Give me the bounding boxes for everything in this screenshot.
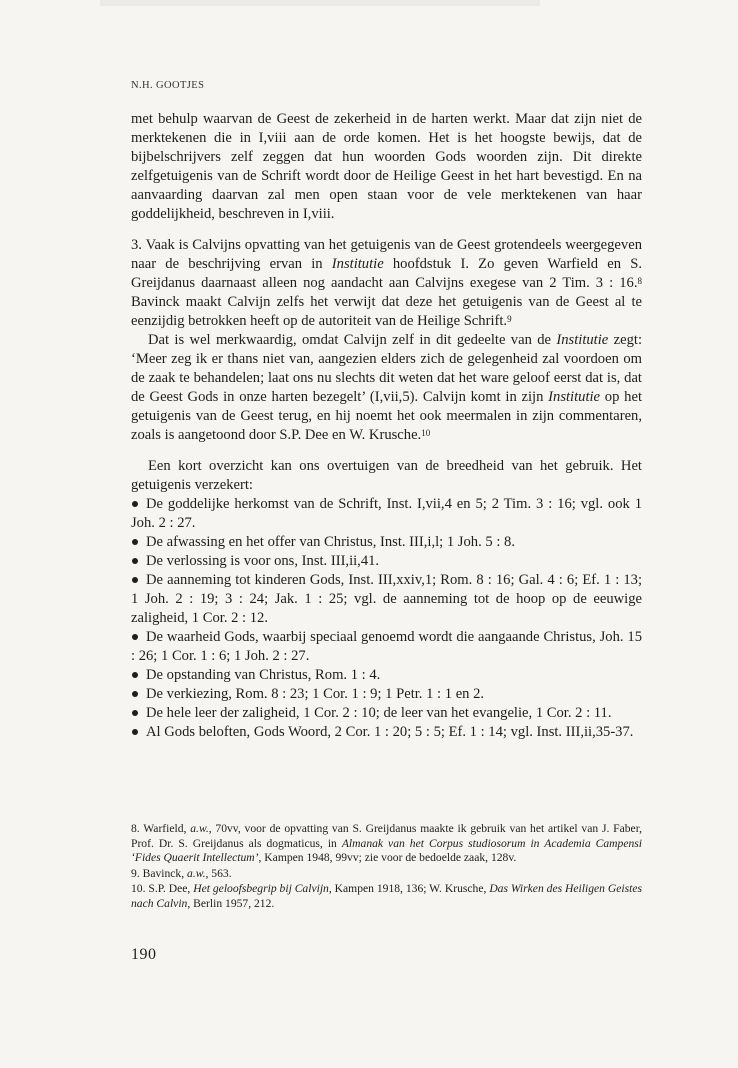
list-item-text: De aanneming tot kinderen Gods, Inst. III,xxiv,1; Rom. 8 : 16; Gal. 4 : 6; Ef. 1 : 13; 1 Joh. 2 : 19; 3 : 24; Jak. 1 : 25; vgl. de aanneming tot de hoop op de eeuwige zaligheid, 1 Cor. 2 : 12. xyxy=(131,572,642,626)
italic-title: Institutie xyxy=(331,256,384,272)
bullet-icon xyxy=(132,634,138,640)
bullet-icon xyxy=(132,501,138,507)
bullet-icon xyxy=(132,729,138,735)
bullet-icon xyxy=(132,691,138,697)
italic-title: Institutie xyxy=(556,332,609,348)
list-item-text: De waarheid Gods, waarbij speciaal genoemd wordt die aangaande Christus, Joh. 15 : 26; 1 Cor. 1 : 6; 1 Joh. 2 : 27. xyxy=(131,629,642,664)
footnote-9 xyxy=(131,867,642,882)
text-span: zegt: ‘Meer zeg ik er thans niet van, aangezien elders zich de gelegenheid zal voordoen om de zaak te behandelen; laat ons nu slechts dit weten dat het ware geloof eerst dat is, dat de Geest Gods in onze harten bezegelt’ (I,vii,5). Calvijn komt in zijn xyxy=(131,332,643,405)
italic-title: Das Wirken des Heiligen Geistes nach Calvin, xyxy=(131,882,642,910)
text-span: , Kampen 1948, 99vv; zie voor de bedoelde zaak, 128v. xyxy=(258,851,517,865)
text-span: 8. Warfield, xyxy=(131,822,191,835)
footnote-ref: 8 xyxy=(637,276,642,286)
list-item-text: De opstanding van Christus, Rom. 1 : 4. xyxy=(146,667,381,683)
list-item xyxy=(131,533,642,552)
text-span: Kampen 1918, 136; W. Krusche, xyxy=(331,882,490,896)
bullet-icon xyxy=(132,577,138,583)
page-number: 190 xyxy=(131,946,157,963)
footnote-10 xyxy=(131,882,642,911)
text-span: op het getuigenis van de Geest terug, en hij noemt het ook meermalen in zijn commentaren, zoals is aangetoond door S.P. Dee en W. Krusche. xyxy=(131,389,642,443)
list-item-text: De verlossing is voor ons, Inst. III,ii,41. xyxy=(146,553,380,569)
list-item xyxy=(131,685,642,704)
text-span: Berlin 1957, 212. xyxy=(190,896,275,910)
text-span: hoofdstuk I. Zo geven Warfield en S. Greijdanus daarnaast alleen nog aandacht aan Calvijns exegese van 2 Tim. 3 : 16. xyxy=(131,256,642,291)
list-item-text: De verkiezing, Rom. 8 : 23; 1 Cor. 1 : 9; 1 Petr. 1 : 1 en 2. xyxy=(146,686,485,702)
paragraph-3 xyxy=(131,331,642,445)
text-span: 10. S.P. Dee, xyxy=(131,882,194,896)
list-item xyxy=(131,723,642,742)
list-item xyxy=(131,628,642,666)
main-text xyxy=(131,110,642,742)
bullet-icon xyxy=(132,539,138,545)
italic-title: Institutie xyxy=(548,389,601,405)
italic-title: Het geloofsbegrip bij Calvijn, xyxy=(193,882,332,896)
bullet-icon xyxy=(132,710,138,716)
bullet-list xyxy=(131,495,642,742)
text-span: Dat is wel merkwaardig, omdat Calvijn zelf in dit gedeelte van de xyxy=(148,332,557,348)
bullet-icon xyxy=(132,558,138,564)
footnote-8 xyxy=(131,822,642,866)
list-item xyxy=(131,571,642,628)
italic-title: a.w. xyxy=(190,822,209,835)
text-span: 563. xyxy=(208,866,232,880)
paragraph-2 xyxy=(131,236,642,331)
text-span: 3. Vaak is Calvijns opvatting van het getuigenis van de Geest grotendeels weergegeven naar de beschrijving ervan in xyxy=(131,237,642,272)
list-item xyxy=(131,666,642,685)
italic-title: Almanak van het Corpus studiosorum in Academia Campensi ‘Fides Quaerit Intellectum’ xyxy=(131,836,642,865)
italic-title: a.w., xyxy=(187,866,209,880)
text-span: 9. Bavinck, xyxy=(131,866,188,880)
list-item-text: Al Gods beloften, Gods Woord, 2 Cor. 1 : 20; 5 : 5; Ef. 1 : 14; vgl. Inst. III,ii,35-37. xyxy=(146,724,634,740)
list-item xyxy=(131,495,642,533)
text-span: , 70vv, voor de opvatting van S. Greijdanus maakte ik gebruik van het artikel van J. Faber, Prof. Dr. S. Greijdanus als dogmaticus, in xyxy=(131,822,642,850)
list-item xyxy=(131,704,642,723)
paragraph-1: met behulp waarvan de Geest de zekerheid in de harten werkt. Maar dat zijn niet de merktekenen die in I,viii aan de orde komen. Het is het hoogste bewijs, dat de bijbelschrijvers zelf zeggen dat hun woorden Gods woorden zijn. Dit direkte zelfgetuigenis van de Schrift wordt door de Heilige Geest in het hart bevestigd. En na aanvaarding daarvan zal men open staan voor de vele merktekenen van haar goddelijkheid, beschreven in I,viii. xyxy=(131,111,642,222)
running-head: N.H. GOOTJES xyxy=(131,80,205,91)
bullet-icon xyxy=(132,672,138,678)
text-span: Bavinck maakt Calvijn zelfs het verwijt dat deze het getuigenis van de Geest al te eenzijdig betrokken heeft op de autoriteit van de Heilige Schrift. xyxy=(131,294,642,329)
list-item xyxy=(131,552,642,571)
scan-edge-shade xyxy=(100,0,540,6)
footnote-ref: 9 xyxy=(507,314,512,324)
list-item-text: De goddelijke herkomst van de Schrift, Inst. I,vii,4 en 5; 2 Tim. 3 : 16; vgl. ook 1 Joh. 2 : 27. xyxy=(131,496,642,531)
paragraph-4: Een kort overzicht kan ons overtuigen van de breedheid van het gebruik. Het getuigenis verzekert: xyxy=(131,458,642,493)
footnote-ref: 10 xyxy=(421,428,431,438)
list-item-text: De hele leer der zaligheid, 1 Cor. 2 : 10; de leer van het evangelie, 1 Cor. 2 : 11. xyxy=(146,705,612,721)
list-item-text: De afwassing en het offer van Christus, Inst. III,i,l; 1 Joh. 5 : 8. xyxy=(146,534,515,550)
footnotes xyxy=(131,822,642,913)
